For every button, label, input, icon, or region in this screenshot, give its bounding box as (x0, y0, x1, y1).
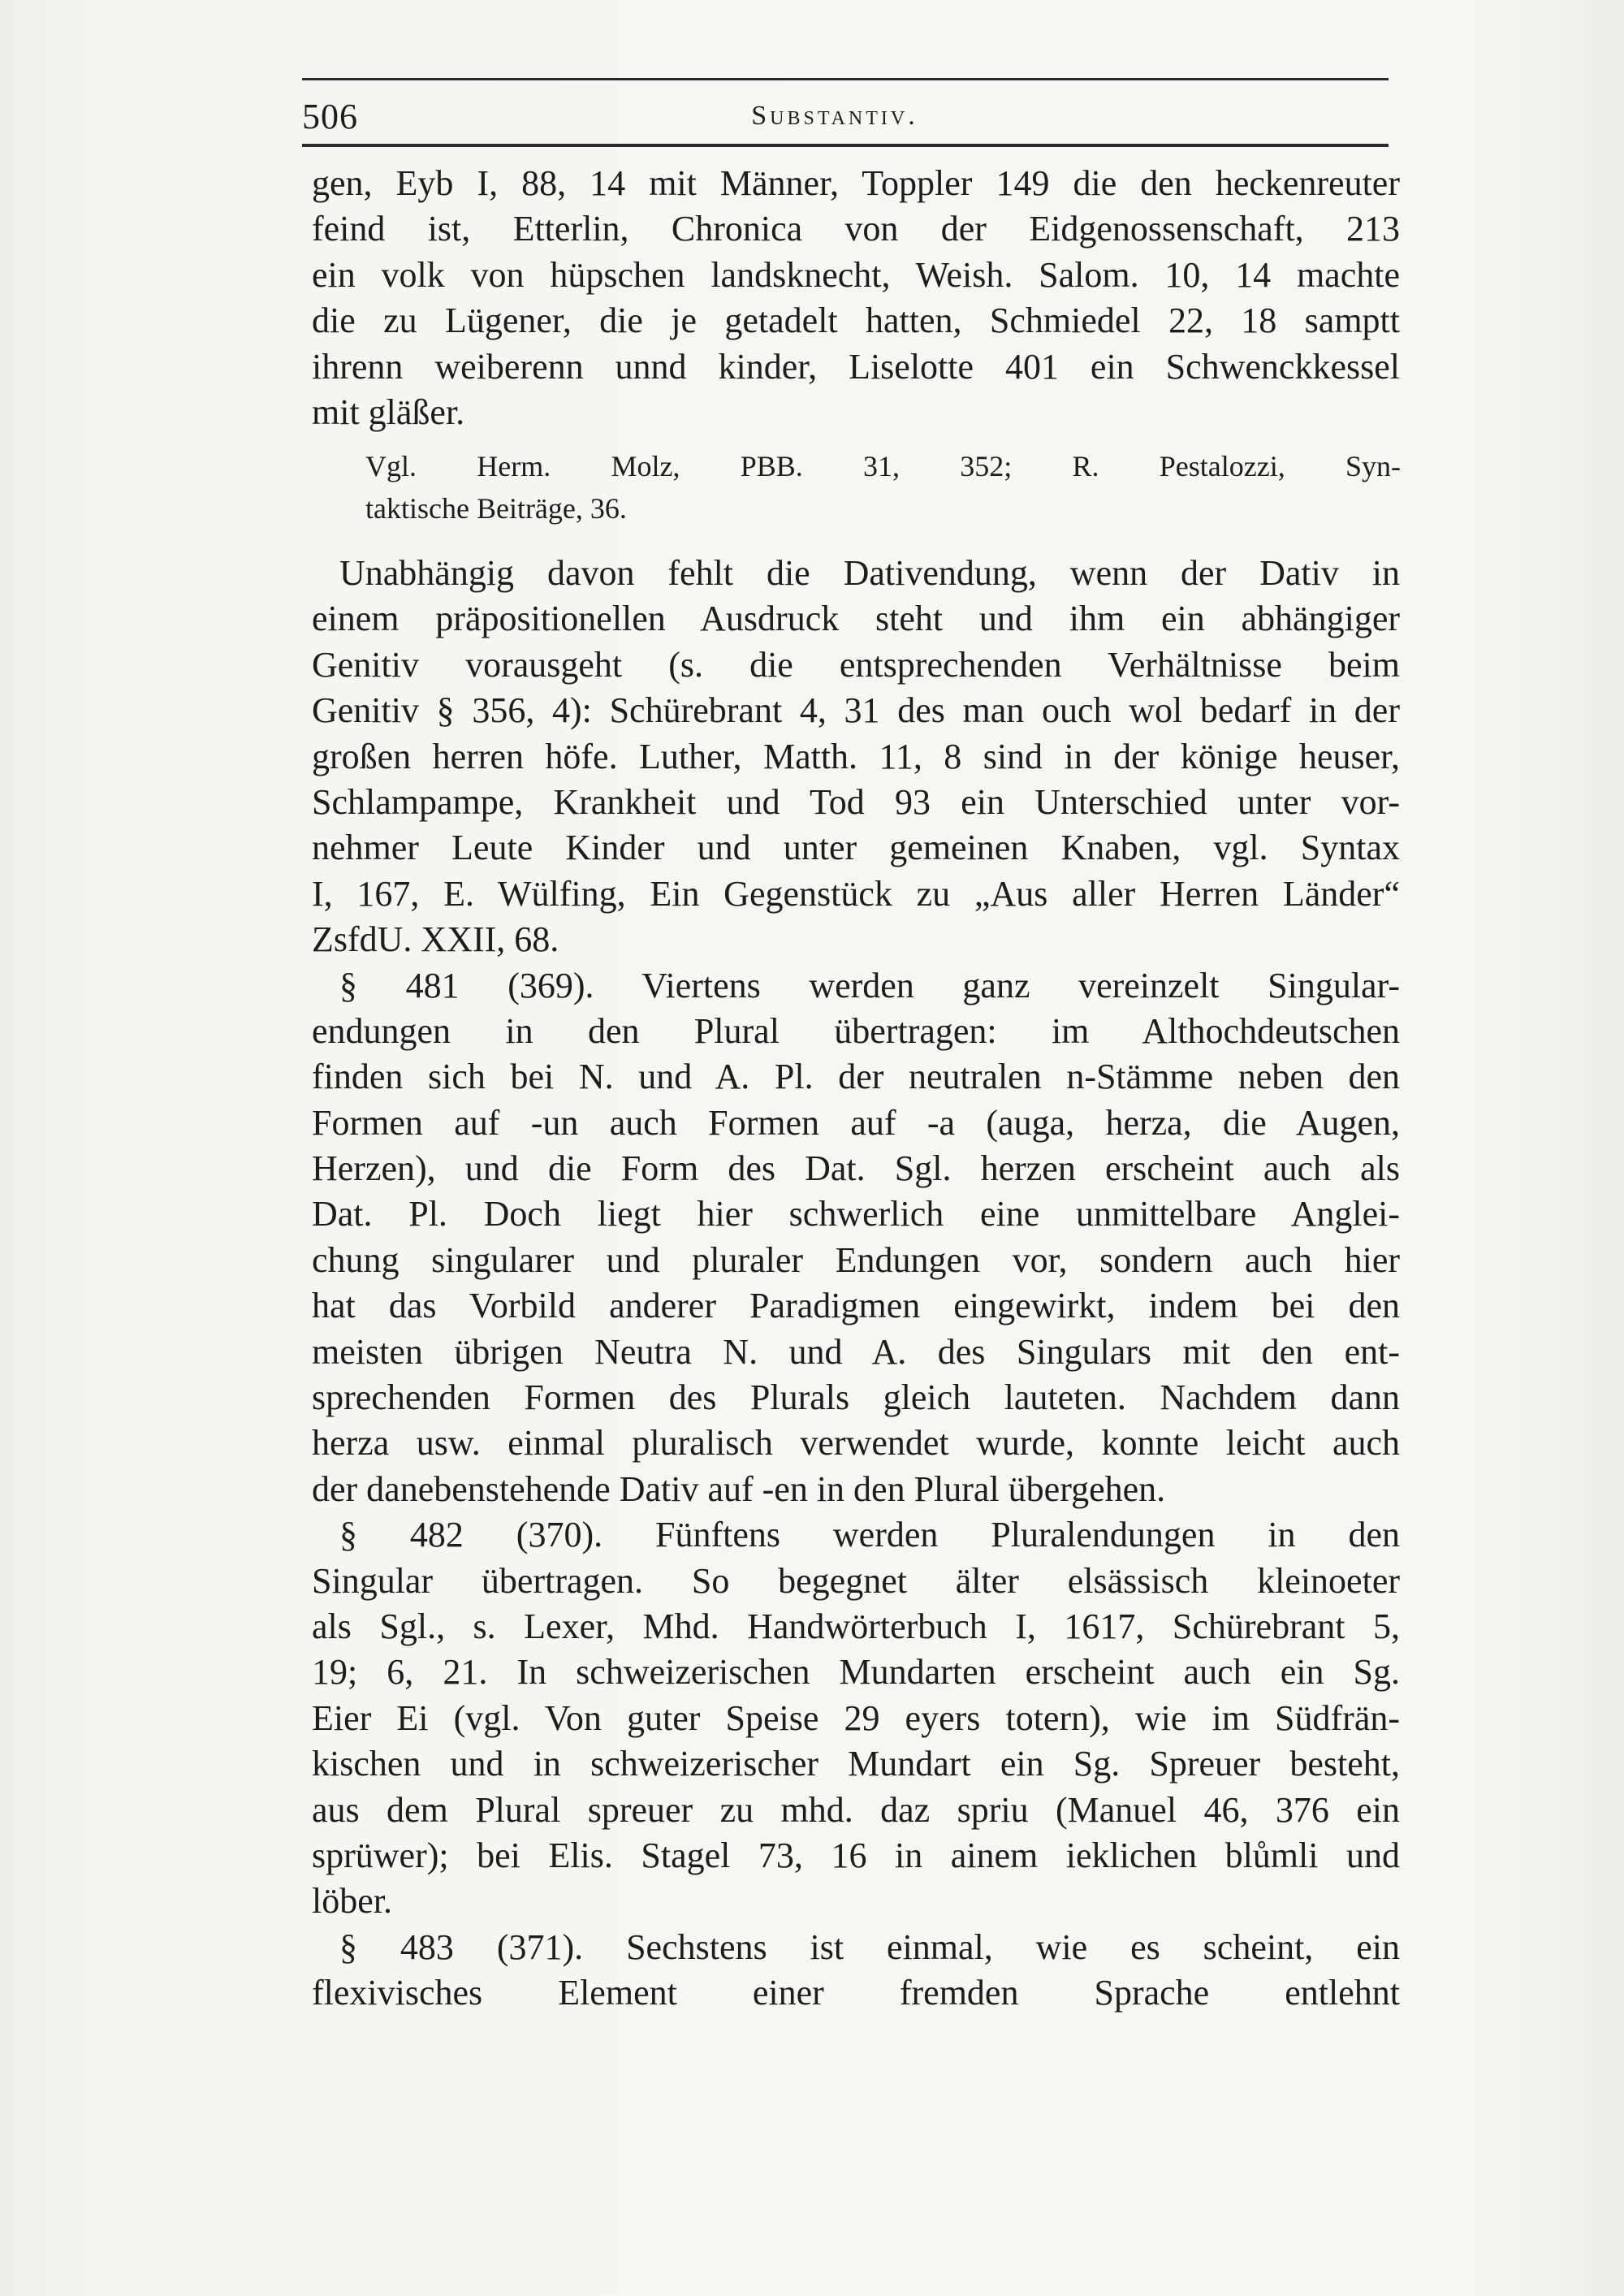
text-line: Schlampampe, Krankheit und Tod 93 ein Unterschied unter vor- (312, 781, 1400, 822)
text-line: flexivisches Element einer fremden Sprache entlehnt (312, 1973, 1400, 2013)
running-head: Substantiv. (751, 101, 918, 131)
text-line: großen herren höfe. Luther, Matth. 11, 8 sind in der könige heuser, (312, 736, 1400, 776)
text-line: meisten übrigen Neutra N. und A. des Singulars mit den ent- (312, 1331, 1400, 1372)
paragraph-continuation (312, 161, 1400, 435)
text-line: ZsfdU. XXII, 68. (312, 919, 559, 960)
text-line: 19; 6, 21. In schweizerischen Mundarten erscheint auch ein Sg. (312, 1652, 1400, 1693)
text-line: sprechenden Formen des Plurals gleich lauteten. Nachdem dann (312, 1377, 1400, 1418)
note-line: taktische Beiträge, 36. (365, 492, 627, 525)
text-line: mit gläßer. (312, 391, 465, 432)
text-line: ein volk von hüpschen landsknecht, Weish. Salom. 10, 14 machte (312, 254, 1400, 295)
text-line: einem präpositionellen Ausdruck steht und ihm ein abhängiger (312, 599, 1400, 639)
text-line: Dat. Pl. Doch liegt hier schwerlich eine unmittelbare Anglei- (312, 1194, 1400, 1234)
text-line: chung singularer und pluraler Endungen vor, sondern auch hier (312, 1239, 1400, 1280)
text-line: gen, Eyb I, 88, 14 mit Männer, Toppler 149 die den heckenreuter (312, 163, 1400, 203)
text-line: kischen und in schweizerischer Mundart ein Sg. Spreuer besteht, (312, 1744, 1400, 1784)
text-line: löber. (312, 1881, 392, 1922)
text-line: Genitiv § 356, 4): Schürebrant 4, 31 des man ouch wol bedarf in der (312, 690, 1400, 731)
text-line: endungen in den Plural übertragen: im Althochdeutschen (312, 1010, 1400, 1051)
section-483-line: § 483 (371). Sechstens ist einmal, wie es scheint, ein (339, 1926, 1400, 1967)
page-number: 506 (302, 97, 358, 136)
body-text (312, 551, 1400, 2017)
note-line: Vgl. Herm. Molz, PBB. 31, 352; R. Pestalozzi, Syn- (365, 450, 1401, 482)
text-line: I, 167, E. Wülfing, Ein Gegenstück zu „Aus aller Herren Länder“ (312, 873, 1400, 914)
text-line: die zu Lügener, die je getadelt hatten, Schmiedel 22, 18 samptt (312, 301, 1400, 341)
text-line: Unabhängig davon fehlt die Dativendung, wenn der Dativ in (339, 553, 1400, 593)
text-line: sprüwer); bei Elis. Stagel 73, 16 in ainem ieklichen blůmli und (312, 1835, 1400, 1875)
text-line: Formen auf -un auch Formen auf -a (auga, herza, die Augen, (312, 1102, 1400, 1143)
text-line: ihrenn weiberenn unnd kinder, Liselotte 401 ein Schwenckkessel (312, 346, 1400, 387)
header-top-rule (302, 78, 1389, 80)
section-482-line: § 482 (370). Fünftens werden Pluralendungen in den (339, 1515, 1400, 1555)
text-line: finden sich bei N. und A. Pl. der neutralen n-Stämme neben den (312, 1057, 1400, 1097)
header-bottom-rule (302, 144, 1389, 147)
text-line: Herzen), und die Form des Dat. Sgl. herzen erscheint auch als (312, 1148, 1400, 1189)
reference-note (365, 445, 1401, 530)
text-line: herza usw. einmal pluralisch verwendet wurde, konnte leicht auch (312, 1423, 1400, 1464)
text-line: als Sgl., s. Lexer, Mhd. Handwörterbuch I, 1617, Schürebrant 5, (312, 1606, 1400, 1646)
text-line: Eier Ei (vgl. Von guter Speise 29 eyers totern), wie im Südfrän- (312, 1697, 1400, 1738)
text-line: der danebenstehende Dativ auf -en in den Plural übergehen. (312, 1468, 1166, 1509)
text-line: Genitiv vorausgeht (s. die entsprechenden Verhältnisse beim (312, 644, 1400, 685)
text-line: Singular übertragen. So begegnet älter elsässisch kleinoeter (312, 1560, 1400, 1601)
text-line: feind ist, Etterlin, Chronica von der Eidgenossenschaft, 213 (312, 209, 1400, 249)
text-line: aus dem Plural spreuer zu mhd. daz spriu (Manuel 46, 376 ein (312, 1789, 1400, 1830)
section-481-line: § 481 (369). Viertens werden ganz vereinzelt Singular- (339, 965, 1400, 1005)
text-line: hat das Vorbild anderer Paradigmen eingewirkt, indem bei den (312, 1286, 1400, 1326)
text-line: nehmer Leute Kinder und unter gemeinen Knaben, vgl. Syntax (312, 828, 1400, 868)
